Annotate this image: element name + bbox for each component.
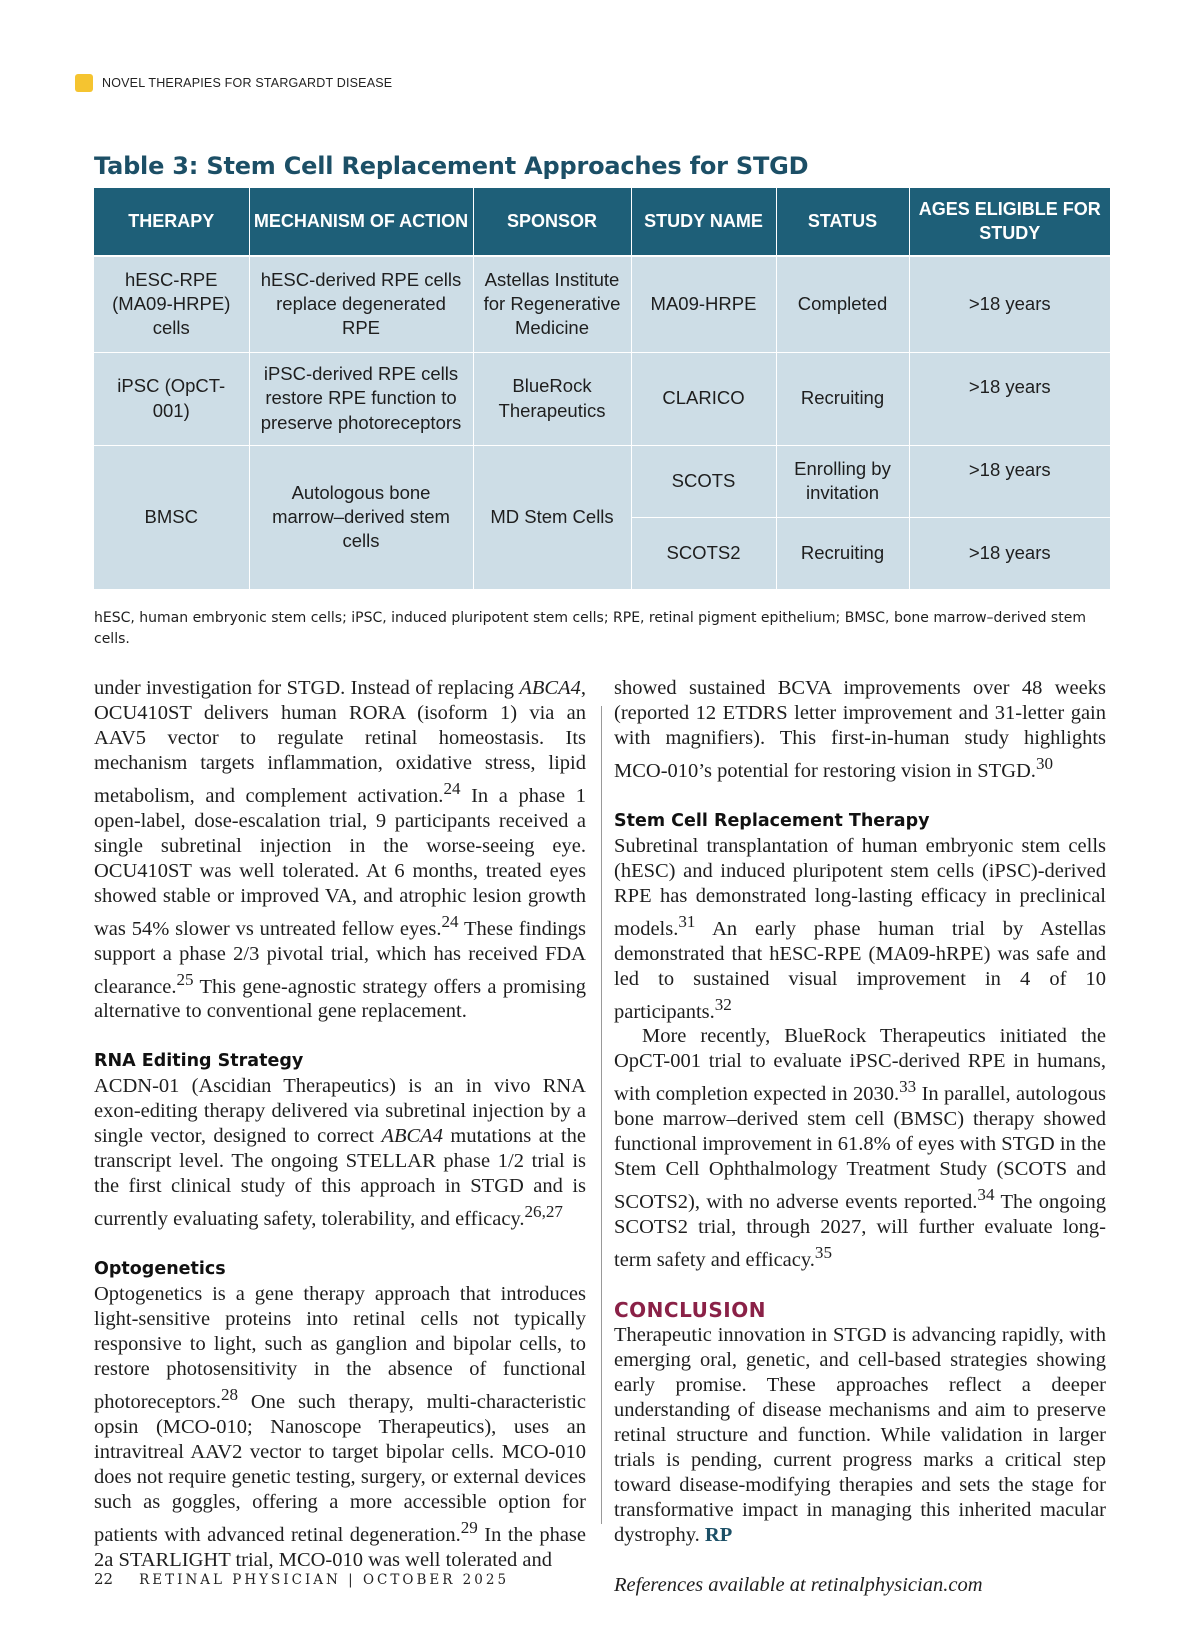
heading-conclusion: CONCLUSION [614, 1297, 766, 1322]
cell-study-name: CLARICO [631, 352, 776, 445]
table-header-row [94, 188, 1110, 256]
table-title: Table 3: Stem Cell Replacement Approaches for STGD [94, 152, 809, 180]
cell-mechanism: iPSC-derived RPE cells restore RPE function to preserve photoreceptors [249, 352, 473, 445]
header-mechanism: MECHANISM OF ACTION [249, 188, 473, 256]
table-footnote: hESC, human embryonic stem cells; iPSC, induced pluripotent stem cells; RPE, retinal pigment epithelium; BMSC, bone marrow–derived stem cells. [94, 610, 1086, 647]
stem-cell-table [94, 188, 1110, 589]
cell-status: Completed [776, 256, 909, 352]
page-footer [94, 1570, 509, 1588]
running-head-text: NOVEL THERAPIES FOR STARGARDT DISEASE [102, 76, 393, 90]
header-sponsor: SPONSOR [473, 188, 631, 256]
cell-status: Recruiting [776, 517, 909, 589]
header-therapy: THERAPY [94, 188, 249, 256]
rp-end-mark: RP [704, 1523, 733, 1546]
cell-sponsor: BlueRock Therapeutics [473, 352, 631, 445]
left-column [94, 676, 586, 1573]
publication-line: RETINAL PHYSICIAN | OCTOBER 2025 [139, 1572, 510, 1588]
cell-ages: >18 years [909, 445, 1110, 517]
column-divider [601, 706, 602, 1524]
heading-stem-cell: Stem Cell Replacement Therapy [614, 810, 930, 831]
cell-therapy: hESC-RPE (MA09-HRPE) cells [94, 256, 249, 352]
header-ages: AGES ELIGIBLE FOR STUDY [909, 188, 1110, 256]
heading-optogenetics: Optogenetics [94, 1259, 226, 1280]
cell-ages: >18 years [909, 256, 1110, 352]
cell-therapy: BMSC [94, 445, 249, 589]
body-paragraph: under investigation for STGD. Instead of replacing ABCA4, OCU410ST delivers human RORA (isoform 1) via an AAV5 vector to regulate retinal homeostasis. Its mechanism targets inflammation, oxidative stress, lipid metabolism, and complement activation.$^{24}$ In a phase 1 open-label, dose-escalation trial, 9 participants received a single subretinal injection in the worse-seeing eye. OCU410ST was well tolerated. At 6 months, treated eyes showed stable or improved VA, and atrophic lesion growth was 54% slower vs untreated fellow eyes.$^{24}$ These findings support a phase 2/3 pivotal trial, which has received FDA clearance.$^{25}$ This gene-agnostic strategy offers a promising alternative to conventional gene replacement. [94, 677, 586, 1023]
table-row [94, 445, 1110, 517]
cell-mechanism: Autologous bone marrow–derived stem cells [249, 445, 473, 589]
header-status: STATUS [776, 188, 909, 256]
cell-sponsor: MD Stem Cells [473, 445, 631, 589]
references-note: References available at retinalphysician.com [614, 1573, 983, 1596]
cell-status: Enrolling by invitation [776, 445, 909, 517]
right-column [614, 676, 1106, 1598]
cell-mechanism: hESC-derived RPE cells replace degenerated RPE [249, 256, 473, 352]
body-paragraph: More recently, BlueRock Therapeutics initiated the OpCT-001 trial to evaluate iPSC-derived RPE in humans, with completion expected in 2030.33 In parallel, autologous bone marrow–derived stem cell (BMSC) therapy showed functional improvement in 61.8% of eyes with STGD in the Stem Cell Ophthalmology Treatment Study (SCOTS and SCOTS2), with no adverse events reported.$^{34}$ The ongoing SCOTS2 trial, through 2027, will further evaluate long-term safety and efficacy.$^{35}$ [614, 1025, 1107, 1271]
body-paragraph: Subretinal transplantation of human embryonic stem cells (hESC) and induced pluripotent stem cells (iPSC)-derived RPE has demonstrated long-lasting efficacy in preclinical models.$^{31}$ An early phase human trial by Astellas demonstrated that hESC-RPE (MA09-hRPE) was safe and led to sustained visual improvement in 4 of 10 participants.$^{32}$ [614, 834, 1106, 1023]
cell-ages: >18 years [909, 352, 1110, 445]
cell-study-name: SCOTS2 [631, 517, 776, 589]
body-paragraph: Therapeutic innovation in STGD is advancing rapidly, with emerging oral, genetic, and cell-based strategies showing early promise. These approaches reflect a deeper understanding of disease mechanisms and aim to preserve retinal structure and function. While validation in larger trials is pending, current progress marks a critical step toward disease-modifying therapies and sets the stage for transformative impact in managing this inherited macular dystrophy. RP [614, 1323, 1106, 1546]
cell-ages: >18 years [909, 517, 1110, 589]
cell-study-name: SCOTS [631, 445, 776, 517]
heading-rna-editing: RNA Editing Strategy [94, 1051, 304, 1072]
cell-sponsor: Astellas Institute for Regenerative Medicine [473, 256, 631, 352]
table-row [94, 352, 1110, 445]
cell-status: Recruiting [776, 352, 909, 445]
body-paragraph: showed sustained BCVA improvements over 48 weeks (reported 12 ETDRS letter improvement and 31-letter gain with magnifiers). This first-in-human study highlights MCO-010’s potential for restoring vision in STGD.$^{30}$ [614, 677, 1106, 782]
cell-study-name: MA09-HRPE [631, 256, 776, 352]
page-number: 22 [94, 1570, 114, 1588]
header-study-name: STUDY NAME [631, 188, 776, 256]
section-marker [75, 74, 93, 92]
body-paragraph: ACDN-01 (Ascidian Therapeutics) is an in vivo RNA exon-editing therapy delivered via subretinal injection by a single vector, designed to correct ABCA4 mutations at the transcript level. The ongoing STELLAR phase 1/2 trial is the first clinical study of this approach in STGD and is currently evaluating safety, tolerability, and efficacy.$^{26,27}$ [94, 1075, 586, 1231]
table-row [94, 256, 1110, 352]
running-head [75, 74, 392, 92]
cell-therapy: iPSC (OpCT-001) [94, 352, 249, 445]
body-paragraph: Optogenetics is a gene therapy approach that introduces light-sensitive proteins into retinal cells not typically responsive to light, such as ganglion and bipolar cells, to restore photosensitivity in the absence of functional photoreceptors.$^{28}$ One such therapy, multi-characteristic opsin (MCO-010; Nanoscope Therapeutics), uses an intravitreal AAV2 vector to target bipolar cells. MCO-010 does not require genetic testing, surgery, or external devices such as goggles, offering a more accessible option for patients with advanced retinal degeneration.$^{29}$ In the phase 2a STARLIGHT trial, MCO-010 was well tolerated and [94, 1283, 586, 1571]
